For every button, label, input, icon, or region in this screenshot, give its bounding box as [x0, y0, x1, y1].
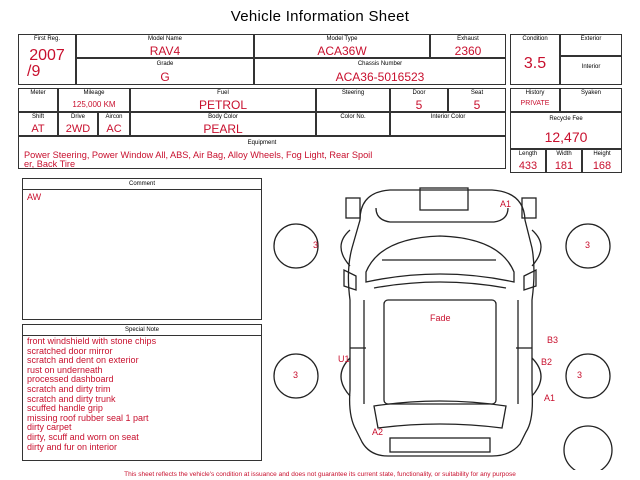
recycle-value: 12,470: [544, 129, 588, 145]
list-item: scratch and dirty trim: [27, 383, 111, 394]
equipment-line-1: Power Steering, Power Window All, ABS, Air Bag, Alloy Wheels, Fog Light, Rear Spoil: [24, 150, 373, 160]
model-name-value: RAV4: [149, 44, 181, 58]
seat-label: Seat: [470, 90, 484, 96]
list-item: rust on underneath: [27, 364, 103, 375]
front-plate: [346, 198, 360, 218]
condition-value: 3.5: [523, 55, 547, 72]
height-label: Height: [593, 151, 611, 157]
comment-text: AW: [27, 192, 42, 202]
grade-label: Grade: [156, 61, 174, 67]
interior-color-cell: [390, 112, 506, 136]
mileage-value: 125,000 KM: [72, 100, 116, 109]
body-color-label: Body Color: [208, 114, 238, 120]
first-reg-month: /9: [27, 63, 41, 80]
rear-bumper: [390, 438, 490, 452]
equipment-line-2: er, Back Tire: [24, 159, 76, 169]
model-name-label: Model Name: [147, 36, 182, 42]
fuel-value: PETROL: [198, 98, 247, 112]
special-note-list: [27, 337, 156, 452]
recycle-cell: [510, 112, 622, 149]
seat-value: 5: [473, 98, 481, 112]
drive-value: 2WD: [65, 123, 91, 135]
meter-label: Meter: [30, 90, 46, 96]
exhaust-cell: [430, 34, 506, 58]
mark-fade: Fade: [430, 313, 451, 323]
mark-a1-top: A1: [500, 199, 512, 209]
mirror-left: [344, 270, 356, 290]
mark-wheel-fl: 3: [313, 240, 319, 250]
page-title: Vehicle Information Sheet: [230, 8, 410, 25]
first-reg-cell: [18, 34, 76, 85]
mark-a2: A2: [372, 427, 384, 437]
mark-b2: B2: [541, 357, 553, 367]
history-cell: [510, 88, 560, 112]
model-type-label: Model Type: [326, 36, 358, 42]
recycle-label: Recycle Fee: [549, 116, 583, 122]
aircon-label: Aircon: [105, 114, 123, 120]
length-cell: [510, 149, 546, 173]
disclaimer-footer: This sheet reflects the vehicle's condition at issuance and does not guarantee its current state, functionality, or suitability for any purpose: [124, 471, 516, 478]
condition-cell: [510, 34, 560, 85]
model-type-cell: [254, 34, 430, 58]
width-value: 181: [554, 160, 574, 172]
first-reg-label: First Reg.: [33, 36, 60, 42]
length-value: 433: [518, 160, 538, 172]
list-item: scratched door mirror: [27, 345, 113, 356]
interior-label: Interior: [581, 64, 601, 70]
syaken-label: Syaken: [580, 90, 601, 96]
list-item: dirty, scuff and worn on seat: [27, 431, 139, 442]
condition-label: Condition: [522, 36, 548, 42]
meter-cell: [18, 88, 58, 112]
aircon-value: AC: [106, 123, 122, 135]
exhaust-value: 2360: [454, 44, 482, 58]
steering-cell: [316, 88, 390, 112]
width-label: Width: [556, 151, 572, 157]
shift-label: Shift: [31, 114, 44, 120]
exterior-label: Exterior: [580, 36, 602, 42]
comment-label: Comment: [128, 181, 155, 187]
interior-cell: [560, 56, 622, 85]
first-reg-year: 2007: [29, 47, 65, 64]
list-item: dirty and fur on interior: [27, 441, 118, 452]
mileage-cell: [58, 88, 130, 112]
mark-wheel-rr: 3: [577, 370, 583, 380]
fuel-cell: [130, 88, 316, 112]
door-cell: [390, 88, 448, 112]
comment-box: [22, 178, 262, 320]
top-plate: [420, 188, 468, 210]
wheel-rear-right: [566, 354, 610, 398]
chassis-value: ACA36-5016523: [335, 70, 425, 84]
body-color-cell: [130, 112, 316, 136]
list-item: missing roof rubber seal 1 part: [27, 412, 149, 423]
list-item: scratch and dirty trunk: [27, 393, 116, 404]
arch-front-left: [341, 230, 350, 266]
fuel-label: Fuel: [217, 90, 229, 96]
color-no-cell: [316, 112, 390, 136]
special-note-box: [22, 324, 262, 461]
rear-window: [374, 401, 506, 428]
list-item: front windshield with stone chips: [27, 336, 157, 346]
interior-color-label: Interior Color: [430, 114, 466, 120]
exhaust-label: Exhaust: [457, 36, 479, 42]
windshield: [366, 236, 514, 282]
exterior-cell: [560, 34, 622, 56]
mark-a1-side: A1: [544, 393, 556, 403]
equipment-label: Equipment: [247, 140, 277, 146]
history-value: PRIVATE: [520, 100, 550, 107]
aircon-cell: [98, 112, 130, 136]
list-item: scratch and dent on exterior: [27, 355, 139, 366]
chassis-label: Chassis Number: [357, 61, 403, 67]
list-item: scuffed handle grip: [27, 403, 103, 414]
mark-b3: B3: [547, 335, 559, 345]
seat-cell: [448, 88, 506, 112]
body-color-value: PEARL: [203, 122, 243, 136]
color-no-label: Color No.: [340, 114, 366, 120]
mark-wheel-rl: 3: [293, 370, 299, 380]
syaken-cell: [560, 88, 622, 112]
model-type-value: ACA36W: [317, 44, 367, 58]
spare-tire: [564, 426, 612, 470]
grade-value: G: [160, 70, 170, 84]
list-item: dirty carpet: [27, 422, 72, 433]
door-label: Door: [412, 90, 426, 96]
mark-u1: U1: [338, 354, 350, 364]
door-value: 5: [415, 98, 423, 112]
list-item: processed dashboard: [27, 374, 114, 385]
width-cell: [546, 149, 582, 173]
car-diagram: [270, 180, 620, 470]
wheel-front-left: [274, 224, 318, 268]
height-cell: [582, 149, 622, 173]
drive-cell: [58, 112, 98, 136]
arch-rear-right: [532, 358, 541, 396]
chassis-cell: [254, 58, 506, 85]
dashboard: [374, 282, 506, 288]
history-label: History: [525, 90, 545, 96]
grade-cell: [76, 58, 254, 85]
mileage-label: Mileage: [83, 90, 105, 96]
model-name-cell: [76, 34, 254, 58]
shift-value: AT: [31, 123, 45, 135]
length-label: Length: [518, 151, 538, 157]
shift-cell: [18, 112, 58, 136]
steering-label: Steering: [341, 90, 365, 96]
special-note-label: Special Note: [124, 327, 160, 333]
equipment-cell: [18, 136, 506, 169]
height-value: 168: [592, 160, 612, 172]
drive-label: Drive: [70, 114, 85, 120]
mark-wheel-fr: 3: [585, 240, 591, 250]
